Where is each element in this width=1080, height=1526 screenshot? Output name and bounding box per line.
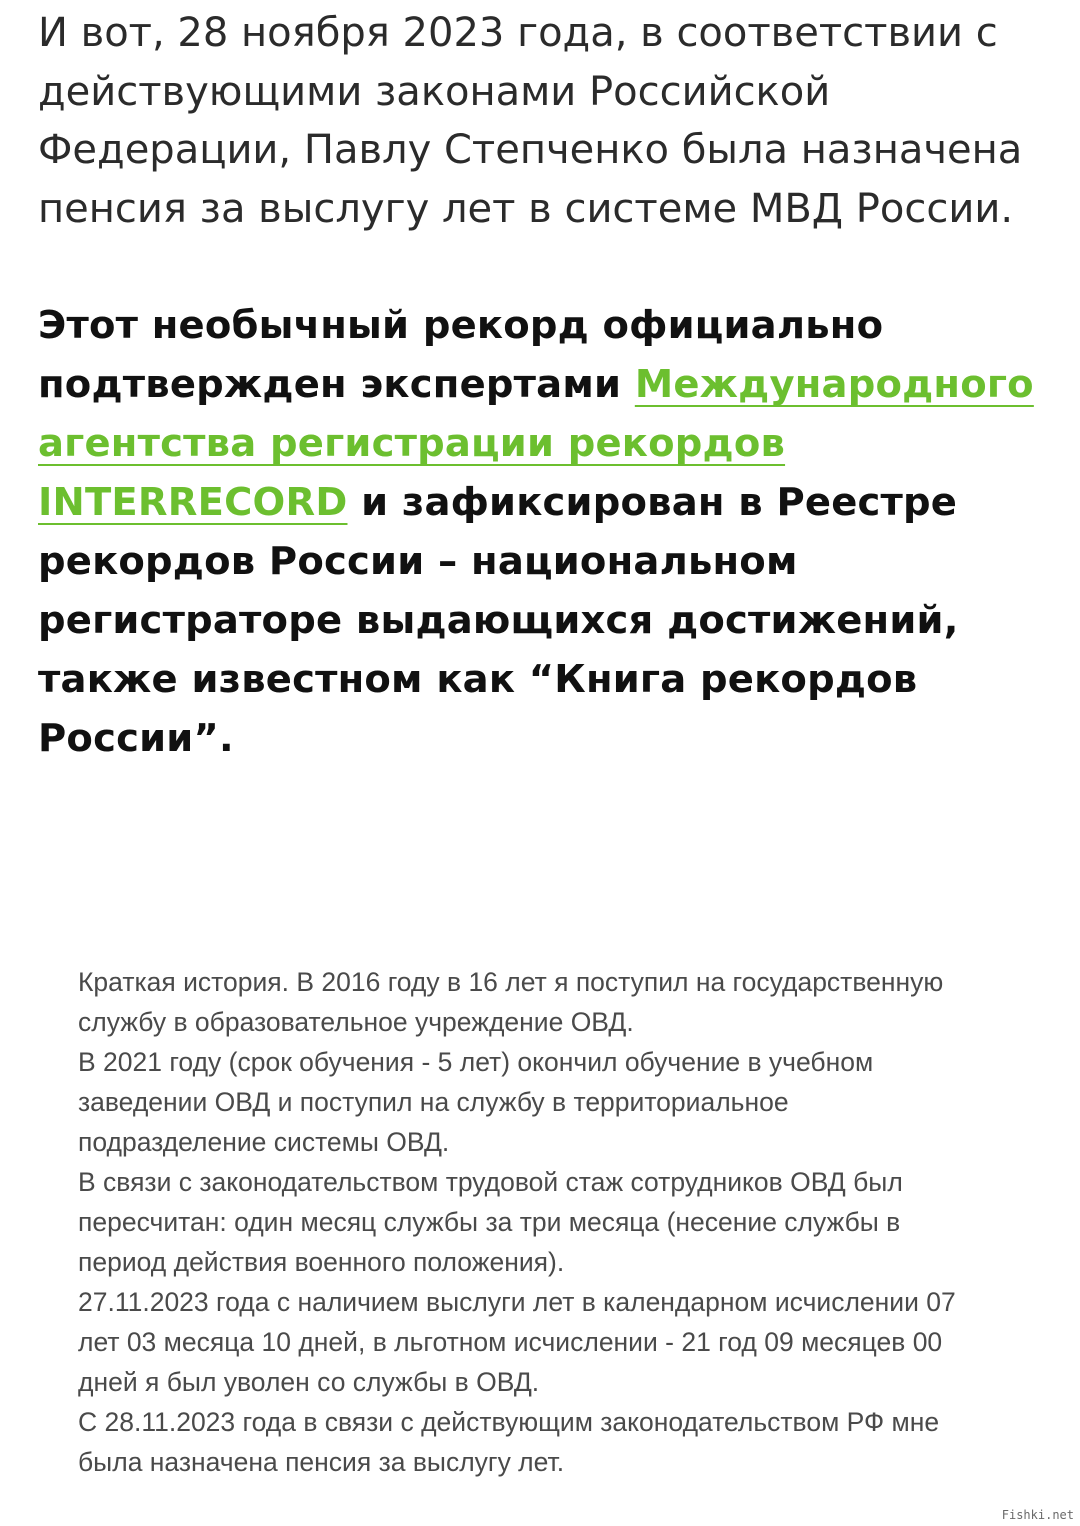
screenshot-line: была назначена пенсия за выслугу лет. [78, 1447, 565, 1477]
article-paragraph-record [38, 296, 1048, 768]
article [38, 0, 1048, 768]
watermark: Fishki.net [1001, 1508, 1074, 1522]
screenshot-line: Краткая история. В 2016 году в 16 лет я поступил на государственную [78, 967, 944, 997]
screenshot-line: заведении ОВД и поступил на службу в территориальное [78, 1087, 789, 1117]
record-text-before: Этот необычный рекорд официально подтвержден экспертами [38, 303, 884, 407]
article-paragraph-intro: И вот, 28 ноября 2023 года, в соответствии с действующими законами Российской Федерации, Павлу Степченко была назначена пенсия за выслугу лет в системе МВД России. [38, 10, 1023, 232]
embedded-screenshot [78, 962, 1018, 1482]
screenshot-line: службу в образовательное учреждение ОВД. [78, 1007, 634, 1037]
screenshot-line: пересчитан: один месяц службы за три месяца (несение службы в [78, 1207, 901, 1237]
screenshot-line: В связи с законодательством трудовой стаж сотрудников ОВД был [78, 1167, 903, 1197]
screenshot-line: лет 03 месяца 10 дней, в льготном исчислении - 21 год 09 месяцев 00 [78, 1327, 943, 1357]
interrecord-link[interactable]: Международного агентства регистрации рекордов INTERRECORD [38, 362, 1034, 525]
screenshot-line: дней я был уволен со службы в ОВД. [78, 1367, 540, 1397]
screenshot-line: С 28.11.2023 года в связи с действующим законодательством РФ мне [78, 1407, 940, 1437]
screenshot-line: 27.11.2023 года с наличием выслуги лет в календарном исчислении 07 [78, 1287, 956, 1317]
screenshot-line: период действия военного положения). [78, 1247, 565, 1277]
screenshot-line: В 2021 году (срок обучения - 5 лет) окончил обучение в учебном [78, 1047, 874, 1077]
record-text-after: и зафиксирован в Реестре рекордов России – национальном регистраторе выдающихся достижений, также известном как “Книга рекордов России”. [38, 480, 959, 761]
screenshot-line: подразделение системы ОВД. [78, 1127, 450, 1157]
